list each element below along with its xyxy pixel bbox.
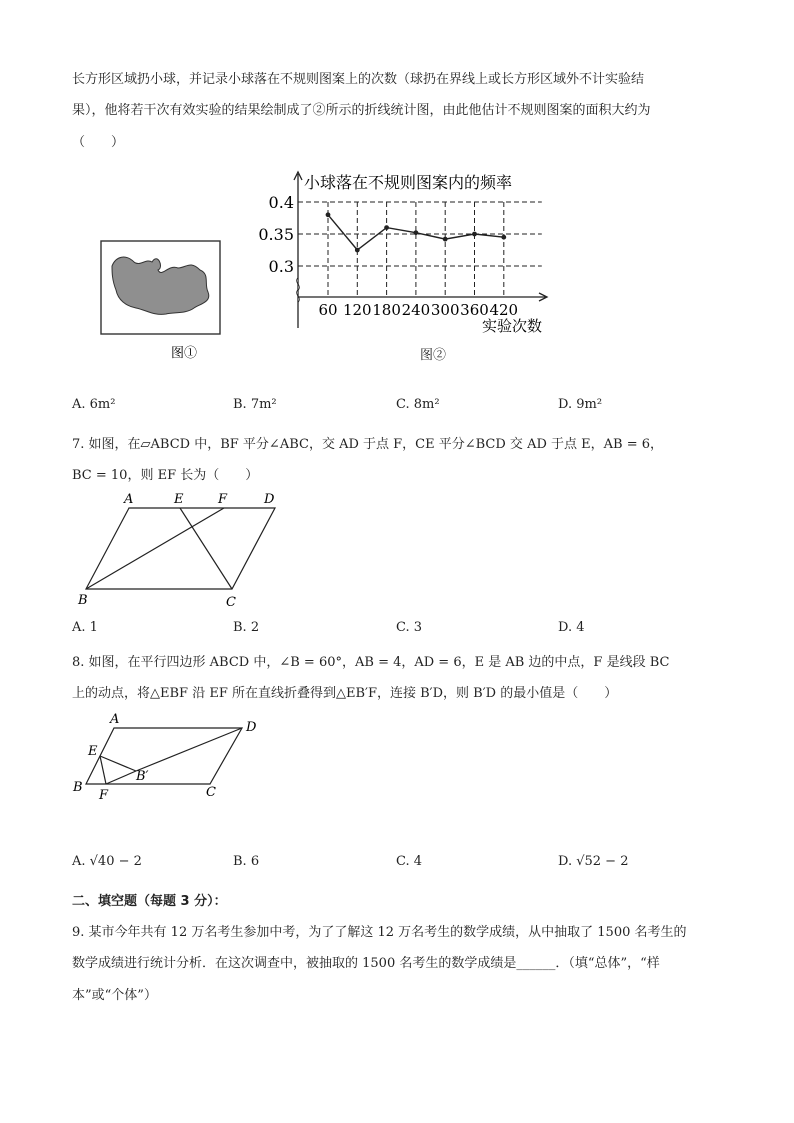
label-e: E xyxy=(174,492,184,507)
segment-bf xyxy=(86,508,224,589)
segment-b1d xyxy=(136,728,242,771)
q7-parallelogram-figure xyxy=(72,488,292,613)
label-d: D xyxy=(264,492,275,507)
chart-x-label: 实验次数 xyxy=(482,317,543,335)
q7-option-c[interactable]: C. 3 xyxy=(396,620,423,635)
parallelogram-abcd xyxy=(86,508,275,589)
data-point-5 xyxy=(472,232,477,237)
x-tick-label-5: 360 xyxy=(460,301,489,319)
label-c: C xyxy=(206,785,216,800)
data-point-2 xyxy=(384,225,389,230)
fig1-caption: 图① xyxy=(170,346,198,361)
x-tick-label-0: 60 xyxy=(318,301,338,319)
q8-option-a[interactable]: A. √40 − 2 xyxy=(72,854,142,869)
q8-text-line-2: 上的动点，将△EBF 沿 EF 所在直线折叠得到△EB′F，连接 B′D，则 B′D 的最小值是（ ） xyxy=(72,686,618,701)
q7-option-b[interactable]: B. 2 xyxy=(233,620,260,635)
q7-text-line-2: BC = 10，则 EF 长为（ ） xyxy=(72,468,259,483)
q8-option-c[interactable]: C. 4 xyxy=(396,854,423,869)
x-tick-label-4: 300 xyxy=(430,301,460,319)
q9-text-line-1: 9. 某市今年共有 12 万名考生参加中考，为了了解这 12 万名考生的数学成绩，从中抽取了 1500 名考生的 xyxy=(72,925,687,940)
data-point-4 xyxy=(443,237,448,242)
axis-break-mark xyxy=(297,278,299,302)
label-b-prime: B′ xyxy=(136,769,149,784)
q6-text-line-2: 果），他将若干次有效实验的结果绘制成了②所示的折线统计图，由此他估计不规则图案的面积大约为 xyxy=(72,103,651,118)
section-title-fill-in: 二、填空题（每题 3 分）： xyxy=(72,894,227,909)
q9-text-line-3: 本”或“个体”） xyxy=(72,988,157,1003)
label-a: A xyxy=(124,492,134,507)
figure-1-irregular-shape xyxy=(100,240,222,365)
q8-text-line-1: 8. 如图，在平行四边形 ABCD 中，∠B = 60°，AB = 4，AD = 6，E 是 AB 边的中点，F 是线段 BC xyxy=(72,655,670,670)
data-point-1 xyxy=(355,248,360,253)
label-b: B xyxy=(73,780,83,795)
label-f: F xyxy=(99,788,109,803)
segment-eb1 xyxy=(100,756,136,771)
y-tick-label-0: 0.4 xyxy=(268,193,294,212)
data-point-6 xyxy=(501,235,506,240)
q8-options xyxy=(72,854,732,874)
q6-option-d[interactable]: D. 9m² xyxy=(558,397,603,412)
x-tick-label-6: 420 xyxy=(489,301,519,319)
q6-text-line-3: （ ） xyxy=(72,135,125,150)
label-d: D xyxy=(246,720,257,735)
q9-text-line-2: 数学成绩进行统计分析．在这次调查中，被抽取的 1500 名考生的数学成绩是______．（填“总体”，“样 xyxy=(72,956,660,971)
segment-ef xyxy=(100,756,106,784)
chart-y-label: 小球落在不规则图案内的频率 xyxy=(304,173,513,192)
q8-parallelogram-figure xyxy=(70,708,270,803)
q6-option-c[interactable]: C. 8m² xyxy=(396,397,440,412)
label-e: E xyxy=(88,744,98,759)
x-tick-label-2: 180 xyxy=(372,301,401,319)
x-tick-label-3: 240 xyxy=(401,301,431,319)
q7-options xyxy=(72,620,732,640)
y-tick-label-2: 0.3 xyxy=(268,257,294,276)
x-tick-label-1: 120 xyxy=(342,301,372,319)
parallelogram-abcd xyxy=(86,728,242,784)
label-f: F xyxy=(218,492,228,507)
label-b: B xyxy=(78,593,88,608)
fig2-caption: 图② xyxy=(420,348,447,363)
y-tick-label-1: 0.35 xyxy=(258,225,294,244)
segment-ce xyxy=(180,508,232,589)
q7-option-d[interactable]: D. 4 xyxy=(558,620,585,635)
q6-option-b[interactable]: B. 7m² xyxy=(233,397,277,412)
q8-option-d[interactable]: D. √52 − 2 xyxy=(558,854,629,869)
data-point-3 xyxy=(414,230,419,235)
data-point-0 xyxy=(326,212,331,217)
q6-options xyxy=(72,397,732,417)
q8-option-b[interactable]: B. 6 xyxy=(233,854,260,869)
q6-option-a[interactable]: A. 6m² xyxy=(72,397,116,412)
q7-option-a[interactable]: A. 1 xyxy=(72,620,98,635)
segment-fb1 xyxy=(106,771,136,784)
label-a: A xyxy=(110,712,120,727)
q6-text-line-1: 长方形区域扔小球，并记录小球落在不规则图案上的次数（球扔在界线上或长方形区域外不计实验结 xyxy=(72,72,645,87)
q7-text-line-1: 7. 如图，在▱ABCD 中，BF 平分∠ABC，交 AD 于点 F，CE 平分∠BCD 交 AD 于点 E，AB = 6， xyxy=(72,437,663,452)
figure-2-line-chart xyxy=(258,168,568,363)
label-c: C xyxy=(226,595,236,610)
